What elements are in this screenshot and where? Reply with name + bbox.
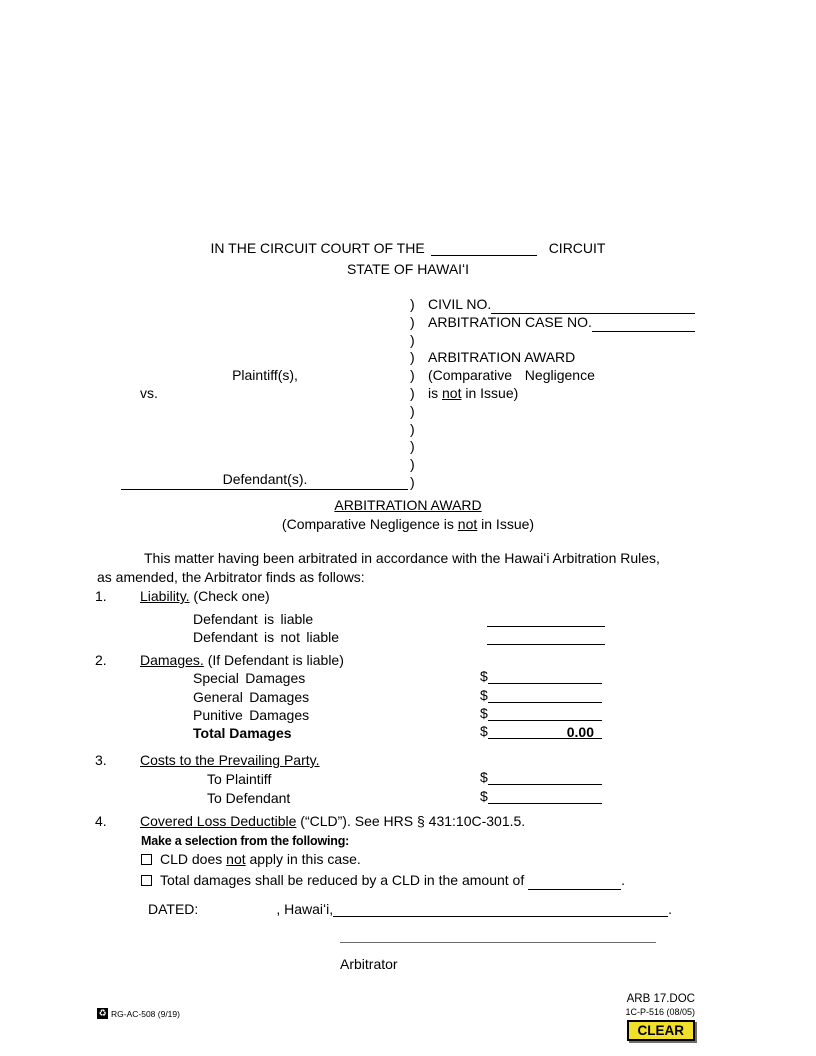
paren: )	[410, 473, 415, 490]
cld-reduce-checkbox[interactable]	[141, 875, 152, 886]
general-damages-row	[480, 687, 602, 703]
to-plaintiff-row	[480, 769, 602, 785]
caption-award-sub2: is not in Issue)	[428, 384, 519, 401]
dollar-sign: $	[480, 705, 488, 721]
circuit-name-field[interactable]	[431, 241, 537, 256]
not-liable-label: Defendant is not liable	[193, 629, 340, 645]
cld-option1: CLD does not apply in this case.	[141, 849, 361, 869]
opening-paragraph: This matter having been arbitrated in accordance with the Hawaiʻi Arbitration Rules, as amended, the Arbitrator finds as follows:	[97, 550, 660, 585]
section4-number: 4.	[95, 813, 107, 829]
special-damages-row	[480, 668, 602, 684]
section1-number: 1.	[95, 588, 107, 604]
cld-not-apply-checkbox[interactable]	[141, 854, 152, 865]
not-liable-field[interactable]	[487, 630, 605, 645]
punitive-damages-row	[480, 705, 602, 721]
section3-number: 3.	[95, 752, 107, 768]
to-defendant-field[interactable]	[488, 789, 602, 804]
total-damages-field[interactable]: 0.00	[488, 724, 602, 739]
section1-heading: Liability. (Check one)	[140, 588, 270, 604]
paren: )	[410, 402, 415, 419]
section4-heading: Covered Loss Deductible (“CLD”). See HRS § 431:10C-301.5.	[140, 813, 526, 829]
arbitrator-signature-field[interactable]	[340, 942, 656, 943]
dollar-sign: $	[480, 788, 488, 804]
section2-number: 2.	[95, 652, 107, 668]
recycle-icon: ♻	[98, 1008, 107, 1018]
civil-no-field[interactable]	[491, 301, 695, 314]
footer-left	[97, 1008, 180, 1019]
cld-amount-field[interactable]	[528, 875, 621, 890]
dollar-sign: $	[480, 668, 488, 684]
punitive-damages-field[interactable]	[488, 706, 602, 721]
caption-award-sub1: (Comparative Negligence	[428, 367, 595, 384]
paren: )	[410, 313, 415, 330]
defendant-label: Defendant(s).	[222, 471, 308, 487]
court-header-pre: IN THE CIRCUIT COURT OF THE	[210, 240, 425, 256]
footer-form-code: RG-AC-508 (9/19)	[111, 1008, 180, 1019]
to-defendant-row	[480, 788, 602, 804]
general-damages-field[interactable]	[488, 688, 602, 703]
paren: )	[410, 384, 415, 401]
liable-label: Defendant is liable	[193, 611, 314, 627]
liable-field[interactable]	[487, 612, 605, 627]
total-damages-row	[480, 723, 602, 739]
clear-button[interactable]: CLEAR	[627, 1020, 696, 1041]
arbitration-case-no-label: ARBITRATION CASE NO.	[428, 313, 592, 330]
arbitration-case-no-field[interactable]	[592, 319, 695, 332]
plaintiff-label: Plaintiff(s),	[232, 367, 298, 383]
state-header: STATE OF HAWAIʻI	[346, 261, 470, 277]
court-header-post: CIRCUIT	[548, 240, 606, 256]
dated-fill-field[interactable]	[333, 902, 668, 917]
special-damages-field[interactable]	[488, 669, 602, 684]
caption-award-title: ARBITRATION AWARD	[428, 349, 576, 366]
court-header	[0, 240, 816, 256]
special-damages-label: Special Damages	[193, 670, 306, 686]
vs-label: vs.	[140, 385, 158, 401]
civil-no-label: CIVIL NO.	[428, 296, 492, 312]
party-names-field[interactable]	[121, 489, 408, 490]
dated-period: .	[668, 901, 672, 917]
footer-doc-name: ARB 17.DOC	[626, 993, 695, 1005]
to-defendant-label: To Defendant	[207, 790, 291, 806]
cld-instruction: Make a selection from the following:	[141, 834, 350, 848]
to-plaintiff-label: To Plaintiff	[207, 771, 272, 787]
section2-heading: Damages. (If Defendant is liable)	[140, 652, 344, 668]
cld-option2: Total damages shall be reduced by a CLD in the amount of .	[141, 870, 719, 890]
document-title: ARBITRATION AWARD	[334, 497, 482, 513]
section3-heading: Costs to the Prevailing Party.	[140, 752, 320, 768]
dollar-sign: $	[480, 687, 488, 703]
dated-date-field[interactable]	[198, 902, 276, 917]
dated-label: DATED:	[148, 901, 199, 917]
arbitrator-label: Arbitrator	[340, 956, 398, 972]
caption-right-column	[428, 296, 695, 403]
general-damages-label: General Damages	[193, 689, 310, 705]
punitive-damages-label: Punitive Damages	[193, 707, 310, 723]
paren: )	[410, 456, 415, 473]
paren: )	[410, 438, 415, 455]
dollar-sign: $	[480, 769, 488, 785]
total-damages-label: Total Damages	[193, 725, 292, 741]
footer-doc-code: 1C-P-516 (08/05)	[625, 1007, 695, 1017]
paren: )	[410, 367, 415, 384]
dollar-sign: $	[480, 723, 488, 739]
paren: )	[410, 420, 415, 437]
to-plaintiff-field[interactable]	[488, 770, 602, 785]
paren: )	[410, 349, 415, 366]
footer-right	[625, 993, 695, 1041]
caption-paren-column	[410, 296, 415, 492]
dated-row	[148, 901, 672, 917]
paren: )	[410, 331, 415, 348]
dated-hawaii-label: , Hawaiʻi,	[276, 901, 334, 917]
document-subtitle: (Comparative Negligence is not in Issue)	[281, 516, 535, 532]
paren: )	[410, 296, 415, 312]
